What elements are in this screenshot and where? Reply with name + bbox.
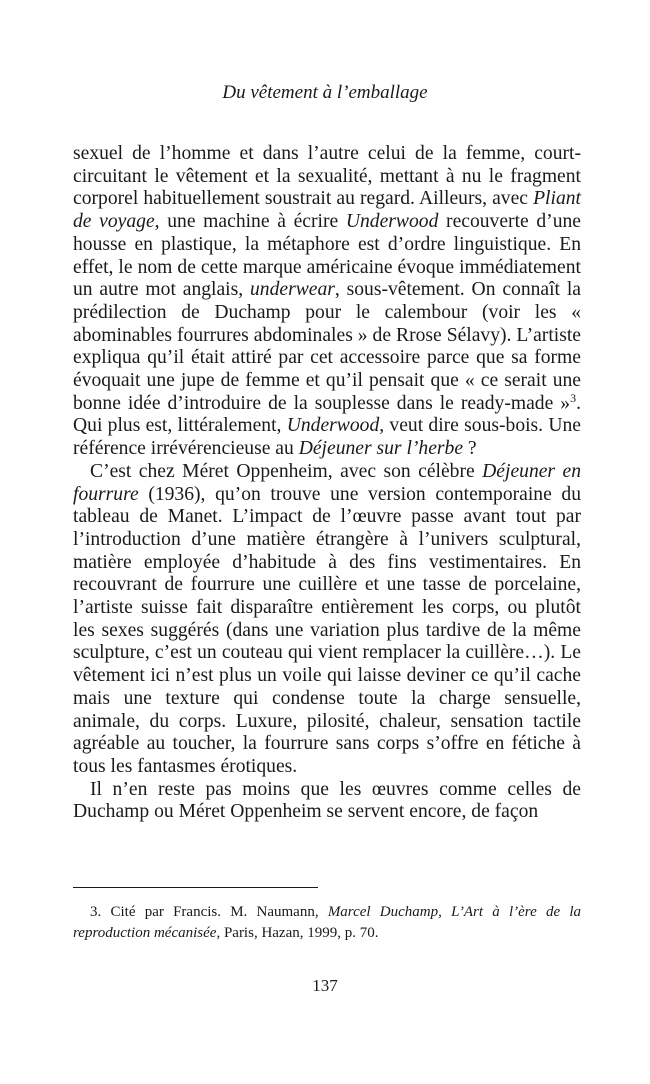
footnote-reference[interactable]: 3 [570,390,577,405]
text-run: . Qui plus est, littéralement, [73,392,581,437]
footnote-number: 3. [90,904,102,920]
text-run: , une machine à écrire [154,211,346,233]
text-run: C’est chez Méret Oppenheim, avec son célèbre [90,460,483,482]
paragraph-3 [73,779,581,824]
text-run: Il n’en reste pas moins que les œuvres comme celles de Duchamp ou Méret Oppenheim se servent encore, de façon [73,778,581,823]
text-run: , veut dire sous-bois. Une référence irrévérencieuse au [73,415,581,460]
page-number: 137 [312,976,338,995]
brand-name: Underwood [286,415,380,437]
paragraph-2 [73,461,581,779]
footnote [73,902,581,944]
footnote-divider [73,887,318,888]
artwork-title: Déjeuner en fourrure [73,460,582,505]
text-run: recouverte d’une housse en plastique, la métaphore est d’ordre linguistique. En effet, le nom de cette marque américaine évoque immédiatement un autre mot anglais, [73,211,581,301]
text-run: , sous-vêtement. On connaît la prédilection de Duchamp pour le calembour (voir les « abominables fourrures abdominales » de Rrose Sélavy). L’artiste expliqua qu’il était attiré par cet accessoire parce que sa forme évoquait une jupe de femme et qu’il pensait que « ce serait une bonne idée d’introduire de la souplesse dans le ready-made » [73,279,581,414]
text-run: ? [463,438,477,460]
artwork-title: Pliant de voyage [73,188,581,233]
text-run: Cité par Francis. M. Naumann, [110,904,328,920]
artwork-title: Déjeuner sur l’herbe [298,438,464,460]
english-word: underwear [249,279,335,301]
paragraph-1 [73,143,581,461]
text-run: sexuel de l’homme et dans l’autre celui de la femme, court-circuitant le vêtement et la sexualité, mettant à nu le fragment corporel habituellement soustrait au regard. Ailleurs, avec [73,143,581,210]
text-run: (1936), qu’on trouve une version contemporaine du tableau de Manet. L’impact de l’œuvre passe avant tout par l’introduction d’une matière étrangère à l’univers sculptural, matière employée d’habitude à des fins vestimentaires. En recouvrant de fourrure une cuillère et une tasse de porcelaine, l’artiste suisse fait disparaître entièrement les corps, ou plutôt les sexes suggérés (dans une variation plus tardive de la même sculpture, c’est un couteau qui vient remplacer la cuillère…). Le vêtement ici n’est plus un voile qui laisse deviner ce qu’il cache mais une texture qui condense toute la charge sensuelle, animale, du corps. Luxure, pilosité, chaleur, sensation tactile agréable au toucher, la fourrure sans corps s’offre en fétiche à tous les fantasmes érotiques. [73,483,581,777]
body-text [73,143,581,824]
brand-name: Underwood [345,211,439,233]
book-title: Marcel Duchamp, L’Art à l’ère de la reproduction mécanisée [73,904,582,941]
text-run: , Paris, Hazan, 1999, p. 70. [216,925,379,941]
running-header: Du vêtement à l’emballage [222,82,428,103]
